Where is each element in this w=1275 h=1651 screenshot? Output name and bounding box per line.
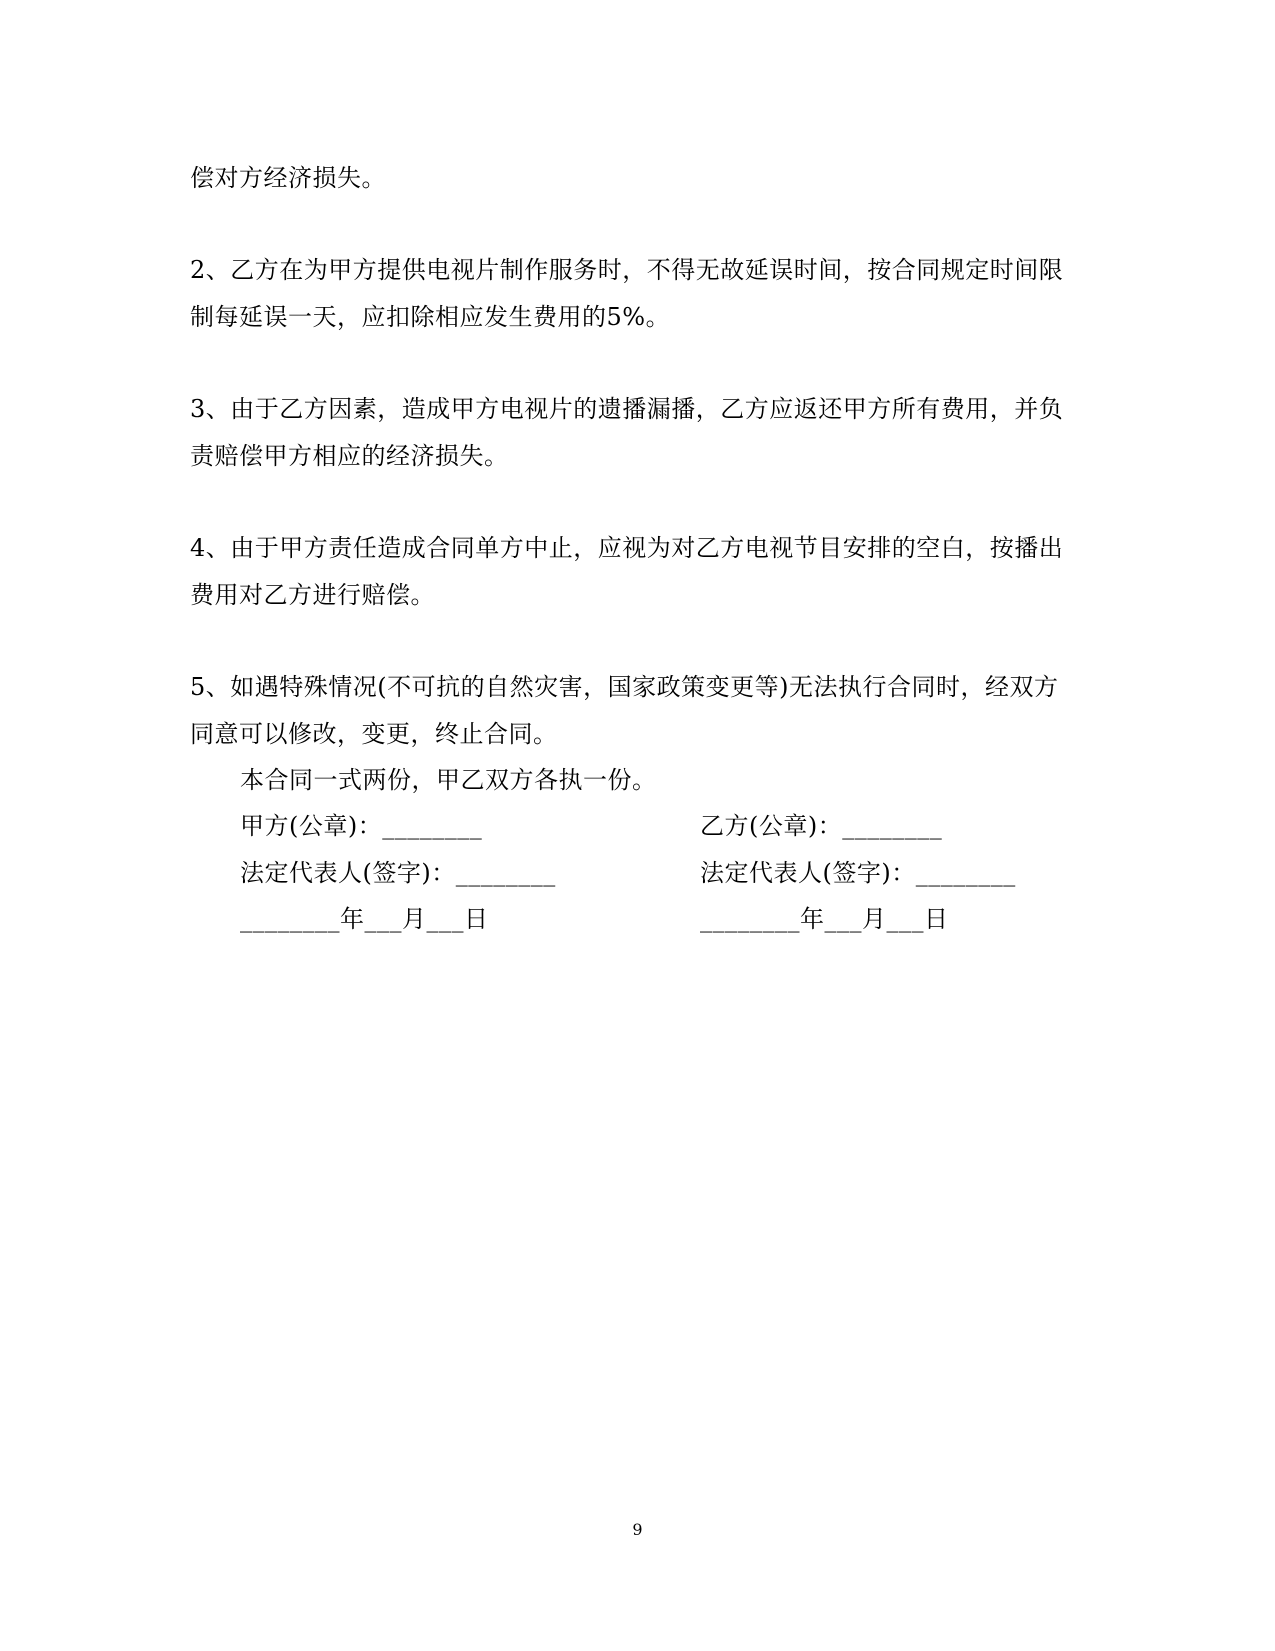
paragraph-5-line-1: 5、如遇特殊情况(不可抗的自然灾害，国家政策变更等)无法执行合同时，经双方 [190,673,1059,701]
paragraph-2-line-2: 制每延误一天，应扣除相应发生费用的5%。 [190,303,671,331]
paragraph-1-line-1: 偿对方经济损失。 [190,164,386,192]
party-a-date-field: ________年___月___日 [240,905,489,933]
paragraph-4-line-1: 4、由于甲方责任造成合同单方中止，应视为对乙方电视节目安排的空白，按播出 [190,534,1064,562]
paragraph-4-line-2: 费用对乙方进行赔偿。 [190,581,435,609]
party-a-seal-field: 甲方(公章)：________ [240,812,483,840]
paragraph-2-line-1: 2、乙方在为甲方提供电视片制作服务时，不得无故延误时间，按合同规定时间限 [190,256,1064,284]
paragraph-3-line-1: 3、由于乙方因素，造成甲方电视片的遗播漏播，乙方应返还甲方所有费用，并负 [190,395,1064,423]
party-b-seal-field: 乙方(公章)：________ [700,812,943,840]
paragraph-3-line-2: 责赔偿甲方相应的经济损失。 [190,442,509,470]
party-a-representative-field: 法定代表人(签字)：________ [240,859,556,887]
page-number: 9 [632,1520,643,1539]
closing-statement: 本合同一式两份，甲乙双方各执一份。 [240,766,657,794]
party-b-representative-field: 法定代表人(签字)：________ [700,859,1016,887]
paragraph-5-line-2: 同意可以修改，变更，终止合同。 [190,720,558,748]
party-b-date-field: ________年___月___日 [700,905,949,933]
